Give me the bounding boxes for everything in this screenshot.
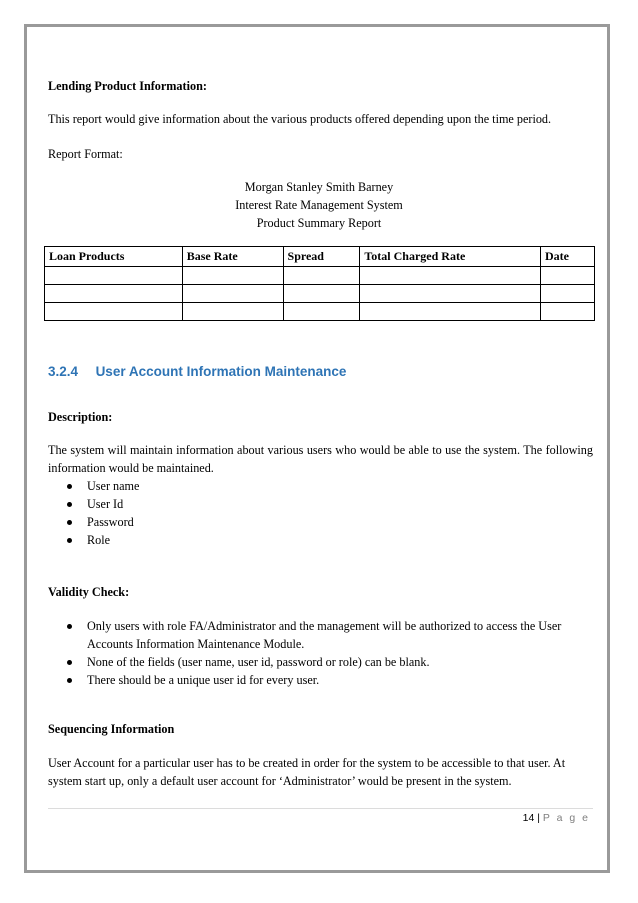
bullet-icon xyxy=(67,502,72,507)
bullet-icon xyxy=(67,538,72,543)
column-header: Base Rate xyxy=(182,247,283,267)
table-row xyxy=(45,267,595,285)
list-item xyxy=(48,477,593,495)
section-number: 3.2.4 xyxy=(48,364,79,379)
list-item xyxy=(48,495,593,513)
table-cell xyxy=(360,267,541,285)
section-title: User Account Information Maintenance xyxy=(95,364,347,379)
table-row xyxy=(45,285,595,303)
sequencing-text: User Account for a particular user has to be created in order for the system to be accessible to that user. At system start up, only a default user account for ‘Administrator’ would be present in the system. xyxy=(48,756,566,788)
report-format-label: Report Format: xyxy=(48,147,123,161)
column-header: Total Charged Rate xyxy=(360,247,541,267)
list-item xyxy=(48,513,593,531)
description-text: The system will maintain information about various users who would be able to use the system. The following information would be maintained. xyxy=(48,443,593,475)
table-cell xyxy=(45,267,183,285)
table-cell xyxy=(541,267,595,285)
list-item-text: There should be a unique user id for every user. xyxy=(87,673,320,687)
column-header: Date xyxy=(541,247,595,267)
bullet-icon xyxy=(67,624,72,629)
table-cell xyxy=(182,285,283,303)
table-header-row xyxy=(45,247,595,267)
table-cell xyxy=(182,303,283,321)
report-title-line: Interest Rate Management System xyxy=(235,198,403,212)
list-item xyxy=(48,653,593,671)
section-heading xyxy=(48,364,346,379)
list-item-text: User Id xyxy=(87,497,124,511)
bullet-icon xyxy=(67,484,72,489)
column-header: Spread xyxy=(283,247,360,267)
table-row xyxy=(45,303,595,321)
table-cell xyxy=(360,303,541,321)
table-cell xyxy=(45,303,183,321)
list-item-text: Only users with role FA/Administrator and the management will be authorized to access the User Accounts Information Maintenance Module. xyxy=(87,619,562,651)
list-item-text: Role xyxy=(87,533,111,547)
product-summary-table xyxy=(44,246,595,321)
bullet-icon xyxy=(67,660,72,665)
sequencing-label: Sequencing Information xyxy=(48,722,175,736)
list-item xyxy=(48,671,593,689)
table-cell xyxy=(360,285,541,303)
list-item-text: User name xyxy=(87,479,140,493)
lending-heading: Lending Product Information: xyxy=(48,79,207,93)
table-cell xyxy=(283,303,360,321)
bullet-icon xyxy=(67,520,72,525)
table-cell xyxy=(283,285,360,303)
report-title-block xyxy=(0,178,638,232)
report-title-line: Morgan Stanley Smith Barney xyxy=(244,180,394,194)
footer-divider xyxy=(48,808,593,809)
description-label: Description: xyxy=(48,410,113,424)
list-item-text: None of the fields (user name, user id, password or role) can be blank. xyxy=(87,655,430,669)
footer-separator: | xyxy=(537,812,540,824)
table-cell xyxy=(45,285,183,303)
table-cell xyxy=(541,303,595,321)
table-cell xyxy=(283,267,360,285)
bullet-icon xyxy=(67,678,72,683)
report-title-line: Product Summary Report xyxy=(256,216,382,230)
page-number: 14 xyxy=(522,812,535,824)
table-cell xyxy=(182,267,283,285)
table-cell xyxy=(541,285,595,303)
page-word: P a g e xyxy=(542,812,590,824)
page-footer xyxy=(523,812,590,824)
list-item xyxy=(48,617,593,653)
user-fields-list xyxy=(48,477,593,549)
list-item xyxy=(48,531,593,549)
list-item-text: Password xyxy=(87,515,134,529)
column-header: Loan Products xyxy=(45,247,183,267)
lending-description: This report would give information about the various products offered depending upon the time period. xyxy=(48,112,552,126)
validity-label: Validity Check: xyxy=(48,585,130,599)
validity-list xyxy=(48,617,593,689)
